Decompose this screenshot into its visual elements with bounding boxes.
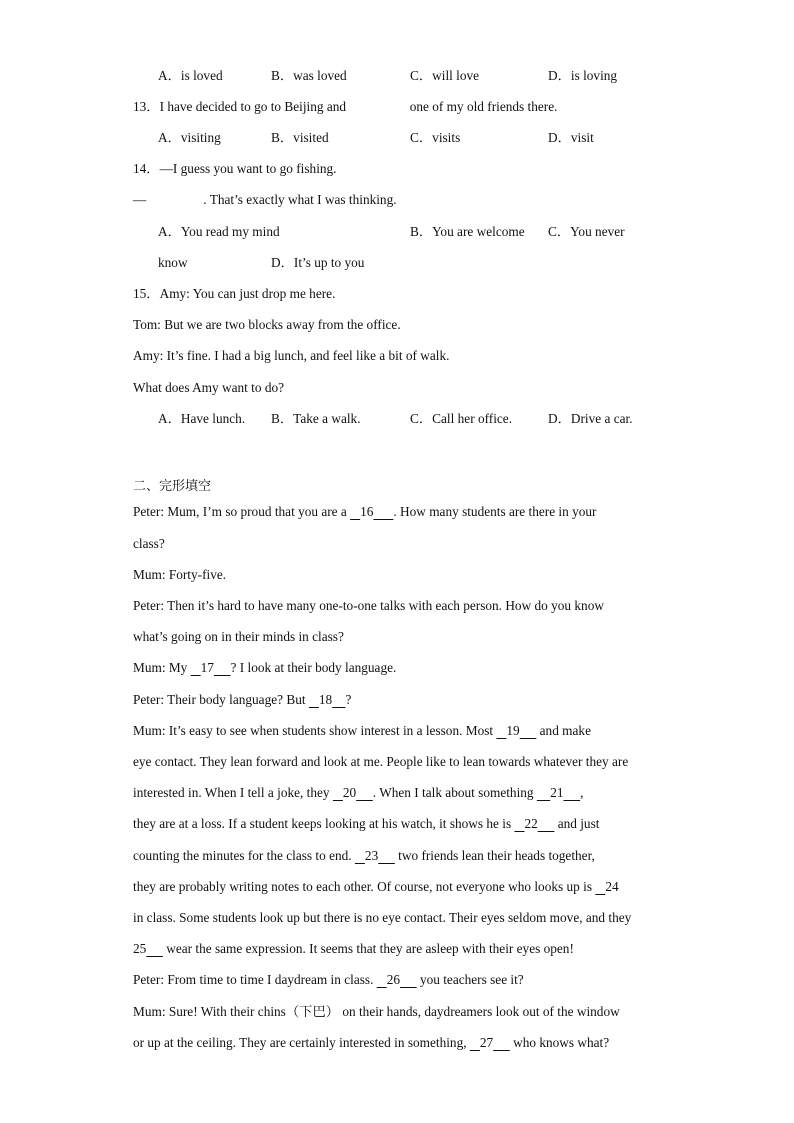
cloze-line-6: Mum: My 17 ? I look at their body language. <box>133 660 397 675</box>
blank-19: 19 <box>506 723 520 738</box>
q12-option-c: C．will love <box>410 68 480 83</box>
q13-option-c: C．visits <box>410 130 461 145</box>
cloze-line-15: 25 wear the same expression. It seems that they are asleep with their eyes open! <box>133 941 574 956</box>
q14-blank <box>146 191 203 209</box>
q14-option-b: B．You are welcome <box>410 224 525 239</box>
cloze-line-12: counting the minutes for the class to end. 23 two friends lean their heads together, <box>133 848 595 863</box>
cloze-line-4: Peter: Then it’s hard to have many one-to-one talks with each person. How do you know <box>133 598 604 613</box>
cloze-line-5: what’s going on in their minds in class? <box>133 629 344 644</box>
cloze-line-10: interested in. When I tell a joke, they 20 . When I talk about something 21 , <box>133 785 584 800</box>
q15-line-2: Tom: But we are two blocks away from the office. <box>133 317 401 332</box>
q13-stem: 13．I have decided to go to Beijing and one of my old friends there. <box>133 99 558 114</box>
cloze-line-1: Peter: Mum, I’m so proud that you are a 16 . How many students are there in your <box>133 504 597 519</box>
q13-option-b: B．visited <box>271 130 329 145</box>
cloze-line-2: class? <box>133 536 165 551</box>
q14-stem: 14．—I guess you want to go fishing. <box>133 161 337 176</box>
blank-22: 22 <box>524 816 538 831</box>
cloze-line-14: in class. Some students look up but there is no eye contact. Their eyes seldom move, and they <box>133 910 632 925</box>
section-title: 二、完形填空 <box>133 479 212 494</box>
q14-option-c-cont: know <box>158 255 188 270</box>
q15-question: What does Amy want to do? <box>133 380 285 395</box>
blank-21: 21 <box>550 785 564 800</box>
q12-option-d: D．is loving <box>548 68 618 83</box>
q12-option-b: B．was loved <box>271 68 347 83</box>
blank-16: 16 <box>360 504 374 519</box>
cloze-line-11: they are at a loss. If a student keeps looking at his watch, it shows he is 22 and just <box>133 816 600 831</box>
blank-26: 26 <box>386 972 401 987</box>
cloze-line-13: they are probably writing notes to each other. Of course, not everyone who looks up is 24 <box>133 879 619 894</box>
q15-line-1: 15．Amy: You can just drop me here. <box>133 286 336 301</box>
blank-18: 18 <box>318 692 333 707</box>
q13-option-d: D．visit <box>548 130 594 145</box>
blank-20: 20 <box>342 785 357 800</box>
blank-23: 23 <box>364 848 379 863</box>
q15-option-a: A．Have lunch. <box>158 411 246 426</box>
blank-27: 27 <box>479 1035 494 1050</box>
q14-option-c: C．You never <box>548 224 625 239</box>
q15-option-c: C．Call her office. <box>410 411 513 426</box>
blank-24: 24 <box>605 879 619 894</box>
q15-option-b: B．Take a walk. <box>271 411 361 426</box>
cloze-line-7: Peter: Their body language? But 18 ? <box>133 692 352 707</box>
cloze-line-9: eye contact. They lean forward and look at me. People like to lean towards whatever they are <box>133 754 629 769</box>
cloze-line-16: Peter: From time to time I daydream in class. 26 you teachers see it? <box>133 972 524 987</box>
q14-option-d: D．It’s up to you <box>271 255 365 270</box>
q13-option-a: A．visiting <box>158 130 221 145</box>
blank-17: 17 <box>200 660 214 675</box>
cloze-line-18: or up at the ceiling. They are certainly interested in something, 27 who knows what? <box>133 1035 610 1050</box>
q15-option-d: D．Drive a car. <box>548 411 633 426</box>
q12-option-a: A．is loved <box>158 68 223 83</box>
q15-line-3: Amy: It’s fine. I had a big lunch, and feel like a bit of walk. <box>133 348 450 363</box>
cloze-line-8: Mum: It’s easy to see when students show interest in a lesson. Most 19 and make <box>133 723 591 738</box>
cloze-line-3: Mum: Forty-five. <box>133 567 227 582</box>
q13-blank <box>349 98 406 116</box>
q14-reply: — . That’s exactly what I was thinking. <box>133 192 397 207</box>
cloze-line-17: Mum: Sure! With their chins（下巴） on their hands, daydreamers look out of the window <box>133 1004 620 1019</box>
q14-option-a: A．You read my mind <box>158 224 280 239</box>
blank-25: 25 <box>133 941 147 956</box>
